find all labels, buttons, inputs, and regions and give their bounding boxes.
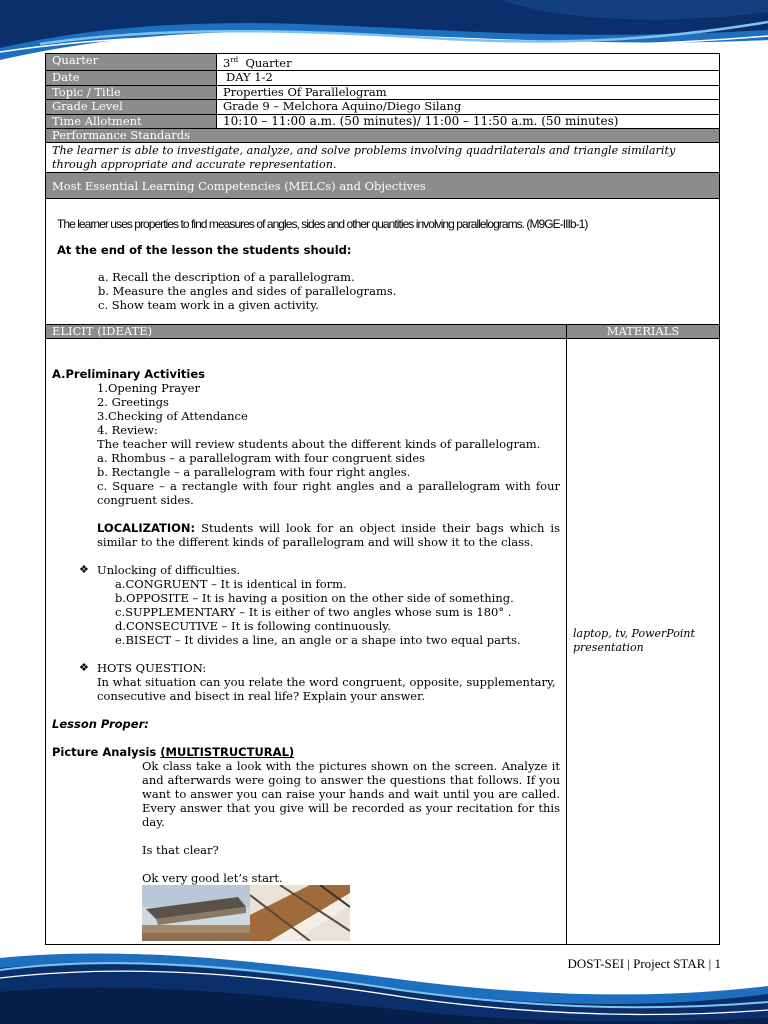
quarter-value: 3rd Quarter bbox=[217, 54, 720, 71]
building-roof-photo bbox=[142, 885, 250, 941]
topic-value: Properties Of Parallelogram bbox=[217, 85, 720, 100]
melcs-heading: Most Essential Learning Competencies (MELCs) and Objectives bbox=[46, 173, 720, 199]
preliminary-item: 2. Greetings bbox=[97, 395, 169, 410]
objective-item: b. Measure the angles and sides of parallelograms. bbox=[98, 284, 397, 299]
materials-heading: MATERIALS bbox=[567, 325, 720, 339]
elicit-body bbox=[46, 339, 567, 945]
review-item: b. Rectangle – a parallelogram with four right angles. bbox=[97, 465, 411, 480]
review-intro: The teacher will review students about the different kinds of parallelogram. bbox=[97, 437, 541, 452]
lets-start-text: Ok very good let’s start. bbox=[142, 871, 283, 886]
is-that-clear-text: Is that clear? bbox=[142, 843, 219, 858]
preliminary-item: 1.Opening Prayer bbox=[97, 381, 200, 396]
page-footer: DOST-SEI | Project STAR | 1 bbox=[567, 956, 721, 971]
staircase-photo bbox=[250, 885, 350, 941]
elicit-heading: ELICIT (IDEATE) bbox=[46, 325, 567, 339]
difficulty-item: b.OPPOSITE – It is having a position on the other side of something. bbox=[115, 591, 514, 606]
date-value: DAY 1-2 bbox=[217, 71, 720, 86]
footer-wave-banner bbox=[0, 948, 768, 1024]
competency-text: The learner uses properties to find measures of angles, sides and other quantities involving parallelograms. (M9GE-IIIb-1) bbox=[57, 217, 588, 232]
topic-label: Topic / Title bbox=[46, 85, 217, 100]
diamond-bullet-icon: ❖ bbox=[79, 661, 89, 675]
localization-text: Students will look for an object inside their bags which is similar to the different kinds of parallelogram and will show it to the class. bbox=[97, 521, 560, 550]
date-label: Date bbox=[46, 71, 217, 86]
grade-row bbox=[46, 100, 720, 115]
time-value: 10:10 – 11:00 a.m. (50 minutes)/ 11:00 – 11:50 a.m. (50 minutes) bbox=[217, 114, 720, 129]
date-row bbox=[46, 71, 720, 86]
time-label: Time Allotment bbox=[46, 114, 217, 129]
difficulty-item: e.BISECT – It divides a line, an angle or a shape into two equal parts. bbox=[115, 633, 521, 648]
performance-standards-heading: Performance Standards bbox=[46, 129, 720, 143]
difficulties-bullet bbox=[52, 563, 560, 577]
lesson-proper-label: Lesson Proper: bbox=[52, 717, 149, 732]
grade-value: Grade 9 – Melchora Aquino/Diego Silang bbox=[217, 100, 720, 115]
picture-analysis-label: Picture Analysis bbox=[52, 745, 161, 760]
picture-analysis-images bbox=[142, 885, 560, 941]
review-item: a. Rhombus – a parallelogram with four congruent sides bbox=[97, 451, 426, 466]
difficulties-title: Unlocking of difficulties. bbox=[97, 563, 241, 578]
materials-text: laptop, tv, PowerPoint presentation bbox=[573, 627, 695, 655]
diamond-bullet-icon: ❖ bbox=[79, 563, 89, 577]
materials-body bbox=[567, 339, 720, 945]
elicit-content bbox=[52, 367, 560, 941]
topic-row bbox=[46, 85, 720, 100]
localization-label: LOCALIZATION: bbox=[97, 521, 196, 536]
difficulty-item: d.CONSECUTIVE – It is following continuously. bbox=[115, 619, 391, 634]
objectives-intro: At the end of the lesson the students should: bbox=[57, 243, 352, 258]
performance-standards-text: The learner is able to investigate, analyze, and solve problems involving quadrilaterals and triangle similarity through appropriate and accurate representation. bbox=[46, 143, 720, 173]
hots-bullet bbox=[52, 661, 560, 675]
picture-analysis-heading bbox=[52, 745, 560, 759]
time-row bbox=[46, 114, 720, 129]
hots-title: HOTS QUESTION: bbox=[97, 661, 207, 676]
difficulty-item: a.CONGRUENT – It is identical in form. bbox=[115, 577, 347, 592]
lesson-plan-table bbox=[45, 53, 720, 945]
melcs-body bbox=[46, 199, 720, 325]
picture-analysis-text: Ok class take a look with the pictures shown on the screen. Analyze it and afterwards were going to answer the questions that follows. If you want to answer you can raise your hands and wait until you are called. Every answer that you give will be recorded as your recitation for this day. bbox=[142, 759, 560, 830]
difficulty-item: c.SUPPLEMENTARY – It is either of two angles whose sum is 180° . bbox=[115, 605, 512, 620]
preliminary-item: 4. Review: bbox=[97, 423, 158, 438]
objective-item: c. Show team work in a given activity. bbox=[98, 298, 319, 313]
preliminary-title: A.Preliminary Activities bbox=[52, 367, 205, 382]
multistructural-tag: (MULTISTRUCTURAL) bbox=[160, 745, 295, 760]
hots-text: In what situation can you relate the word congruent, opposite, supplementary, consecutive and bisect in real life? Explain your answer. bbox=[97, 675, 556, 704]
preliminary-item: 3.Checking of Attendance bbox=[97, 409, 248, 424]
quarter-row bbox=[46, 54, 720, 71]
grade-label: Grade Level bbox=[46, 100, 217, 115]
quarter-label: Quarter bbox=[46, 54, 217, 71]
objectives-list bbox=[98, 270, 713, 312]
localization-paragraph bbox=[52, 521, 560, 549]
objective-item: a. Recall the description of a parallelogram. bbox=[98, 270, 355, 285]
review-item: c. Square – a rectangle with four right angles and a parallelogram with four congruent sides. bbox=[97, 479, 560, 508]
